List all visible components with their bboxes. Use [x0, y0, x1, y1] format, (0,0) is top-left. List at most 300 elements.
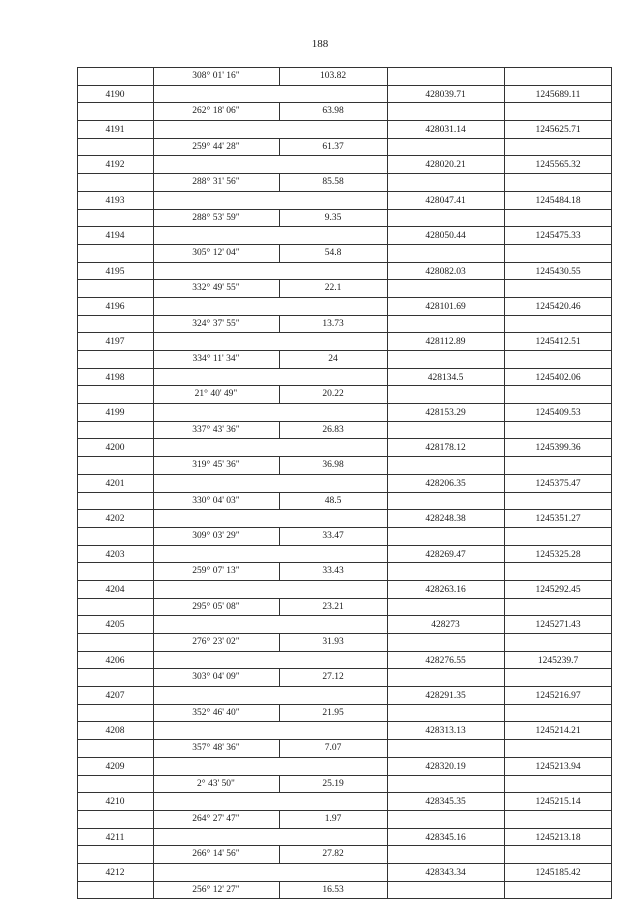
- point-row: [77, 369, 612, 387]
- segment-row: [77, 705, 612, 723]
- northing: [387, 510, 504, 527]
- point-id-text: 4211: [105, 832, 125, 843]
- northing-text: 428178.12: [425, 443, 466, 454]
- bearing-text: 319° 45' 36": [192, 460, 240, 471]
- table-left-border: [77, 68, 78, 85]
- column-divider: [387, 634, 388, 651]
- point-id-text: 4200: [105, 443, 125, 454]
- northing: [387, 404, 504, 421]
- point-id: [77, 156, 153, 173]
- easting: [504, 687, 612, 704]
- northing: [387, 758, 504, 775]
- easting: [504, 510, 612, 527]
- column-divider: [504, 103, 505, 120]
- easting: [504, 369, 612, 386]
- northing-text: 428206.35: [425, 478, 466, 489]
- table-left-border: [77, 210, 78, 227]
- distance-text: 33.43: [322, 566, 344, 577]
- segment-row: [77, 740, 612, 758]
- northing: [387, 369, 504, 386]
- table-left-border: [77, 846, 78, 863]
- bearing-text: 21° 40' 49": [194, 389, 238, 400]
- point-row: [77, 86, 612, 104]
- bearing-text: 256° 12' 27": [192, 884, 240, 895]
- point-id-text: 4204: [105, 584, 125, 595]
- northing-text: 428050.44: [425, 231, 466, 242]
- bearing: [153, 705, 279, 722]
- column-divider: [387, 245, 388, 262]
- table-left-border: [77, 882, 78, 899]
- distance: [279, 599, 387, 616]
- point-id-text: 4194: [105, 231, 125, 242]
- column-divider: [153, 439, 154, 456]
- table-left-border: [77, 386, 78, 403]
- segment-row: [77, 457, 612, 475]
- easting: [504, 652, 612, 669]
- column-divider: [504, 528, 505, 545]
- distance-text: 36.98: [322, 460, 344, 471]
- easting: [504, 156, 612, 173]
- point-row: [77, 404, 612, 422]
- easting: [504, 404, 612, 421]
- column-divider: [504, 776, 505, 793]
- column-divider: [387, 210, 388, 227]
- distance-text: 31.93: [322, 637, 344, 647]
- table-right-border: [611, 68, 612, 85]
- distance: [279, 740, 387, 757]
- column-divider: [153, 263, 154, 280]
- bearing: [153, 882, 279, 899]
- point-row: [77, 758, 612, 776]
- northing-text: 428039.71: [425, 89, 466, 100]
- easting: [504, 758, 612, 775]
- distance: [279, 386, 387, 403]
- point-id-text: 4195: [105, 266, 125, 277]
- distance: [279, 174, 387, 191]
- column-divider: [153, 581, 154, 598]
- point-id: [77, 439, 153, 456]
- northing-text: 428313.13: [425, 726, 466, 737]
- easting-text: 1245215.14: [535, 797, 581, 808]
- segment-row: [77, 280, 612, 298]
- point-id: [77, 510, 153, 527]
- bearing-text: 330° 04' 03": [192, 495, 240, 506]
- northing: [387, 616, 504, 633]
- table-right-border: [611, 599, 612, 616]
- point-id: [77, 298, 153, 315]
- point-id-text: 4212: [105, 867, 125, 878]
- bearing-text: 295° 05' 08": [192, 601, 240, 612]
- table-left-border: [77, 599, 78, 616]
- table-right-border: [611, 139, 612, 156]
- column-divider: [387, 740, 388, 757]
- segment-row: [77, 599, 612, 617]
- distance-text: 26.83: [322, 424, 344, 435]
- column-divider: [387, 599, 388, 616]
- northing: [387, 227, 504, 244]
- point-row: [77, 722, 612, 740]
- point-id: [77, 722, 153, 739]
- easting: [504, 192, 612, 209]
- easting-text: 1245430.55: [535, 266, 581, 277]
- northing: [387, 581, 504, 598]
- distance-text: 1.97: [324, 813, 342, 824]
- easting: [504, 793, 612, 810]
- easting: [504, 864, 612, 881]
- column-divider: [387, 846, 388, 863]
- bearing-text: 259° 44' 28": [192, 141, 240, 152]
- table-right-border: [611, 811, 612, 828]
- table-right-border: [611, 174, 612, 191]
- table-left-border: [77, 563, 78, 580]
- table-right-border: [611, 882, 612, 899]
- easting: [504, 439, 612, 456]
- northing: [387, 864, 504, 881]
- distance: [279, 846, 387, 863]
- segment-row: [77, 422, 612, 440]
- column-divider: [153, 546, 154, 563]
- distance-text: 7.07: [324, 743, 342, 754]
- point-id-text: 4209: [105, 761, 125, 772]
- bearing-text: 357° 48' 36": [192, 743, 240, 754]
- distance-text: 25.19: [322, 778, 344, 789]
- northing-text: 428345.35: [425, 797, 466, 808]
- easting-text: 1245409.53: [535, 408, 581, 419]
- bearing: [153, 599, 279, 616]
- table-right-border: [611, 740, 612, 757]
- bearing-text: 266° 14' 56": [192, 849, 240, 860]
- distance: [279, 493, 387, 510]
- segment-row: [77, 316, 612, 334]
- northing-text: 428101.69: [425, 301, 466, 312]
- segment-row: [77, 103, 612, 121]
- northing: [387, 793, 504, 810]
- bearing: [153, 563, 279, 580]
- point-row: [77, 581, 612, 599]
- distance-text: 85.58: [322, 177, 344, 188]
- column-divider: [153, 793, 154, 810]
- easting: [504, 263, 612, 280]
- distance: [279, 776, 387, 793]
- easting-text: 1245402.06: [535, 372, 581, 383]
- northing: [387, 546, 504, 563]
- table-left-border: [77, 776, 78, 793]
- easting-text: 1245375.47: [535, 478, 581, 489]
- table-left-border: [77, 139, 78, 156]
- bearing-text: 264° 27' 47": [192, 813, 240, 824]
- table-left-border: [77, 245, 78, 262]
- column-divider: [504, 882, 505, 899]
- bearing-text: 332° 49' 55": [192, 283, 240, 294]
- point-id: [77, 864, 153, 881]
- easting-text: 1245565.32: [535, 160, 581, 171]
- bearing-text: 276° 23' 02": [192, 637, 240, 647]
- bearing: [153, 210, 279, 227]
- easting: [504, 722, 612, 739]
- column-divider: [504, 811, 505, 828]
- segment-row: [77, 139, 612, 157]
- column-divider: [153, 687, 154, 704]
- table-right-border: [611, 528, 612, 545]
- distance-text: 103.82: [319, 71, 347, 81]
- segment-row: [77, 882, 612, 900]
- point-row: [77, 864, 612, 882]
- distance: [279, 457, 387, 474]
- northing-text: 428047.41: [425, 195, 466, 206]
- column-divider: [387, 669, 388, 686]
- distance-text: 33.47: [322, 530, 344, 541]
- column-divider: [504, 457, 505, 474]
- column-divider: [387, 493, 388, 510]
- point-id: [77, 121, 153, 138]
- distance: [279, 280, 387, 297]
- northing: [387, 121, 504, 138]
- bearing: [153, 174, 279, 191]
- distance-text: 27.82: [322, 849, 344, 860]
- table-right-border: [611, 705, 612, 722]
- table-right-border: [611, 280, 612, 297]
- point-row: [77, 439, 612, 457]
- bearing: [153, 316, 279, 333]
- column-divider: [387, 563, 388, 580]
- bearing: [153, 740, 279, 757]
- northing: [387, 829, 504, 846]
- northing: [387, 192, 504, 209]
- distance: [279, 103, 387, 120]
- bearing: [153, 139, 279, 156]
- bearing: [153, 846, 279, 863]
- point-row: [77, 510, 612, 528]
- bearing-text: 288° 53' 59": [192, 212, 240, 223]
- point-row: [77, 156, 612, 174]
- point-id: [77, 793, 153, 810]
- segment-row: [77, 245, 612, 263]
- point-id: [77, 404, 153, 421]
- distance: [279, 882, 387, 899]
- point-id-text: 4197: [105, 337, 125, 348]
- northing-text: 428345.16: [425, 832, 466, 843]
- bearing-text: 259° 07' 13": [192, 566, 240, 577]
- segment-row: [77, 563, 612, 581]
- table-left-border: [77, 174, 78, 191]
- northing: [387, 687, 504, 704]
- easting: [504, 121, 612, 138]
- northing-text: 428112.89: [425, 337, 466, 348]
- bearing-text: 309° 03' 29": [192, 530, 240, 541]
- northing: [387, 439, 504, 456]
- distance: [279, 422, 387, 439]
- column-divider: [387, 457, 388, 474]
- easting: [504, 333, 612, 350]
- bearing-text: 308° 01' 16": [192, 71, 240, 81]
- column-divider: [504, 174, 505, 191]
- column-divider: [504, 493, 505, 510]
- distance-text: 22.1: [324, 283, 342, 294]
- column-divider: [387, 386, 388, 403]
- northing-text: 428082.03: [425, 266, 466, 277]
- bearing-text: 337° 43' 36": [192, 424, 240, 435]
- column-divider: [504, 634, 505, 651]
- point-row: [77, 192, 612, 210]
- table-right-border: [611, 351, 612, 368]
- northing-text: 428153.29: [425, 408, 466, 419]
- northing-text: 428263.16: [425, 584, 466, 595]
- point-id-text: 4205: [105, 620, 125, 631]
- point-id: [77, 829, 153, 846]
- coordinate-table: [77, 67, 612, 899]
- bearing-text: 2° 43' 50": [197, 778, 235, 789]
- distance: [279, 351, 387, 368]
- segment-row: [77, 776, 612, 794]
- distance: [279, 210, 387, 227]
- distance: [279, 139, 387, 156]
- point-id-text: 4207: [105, 691, 125, 702]
- northing-text: 428276.55: [425, 655, 466, 666]
- segment-row: [77, 634, 612, 652]
- bearing-text: 262° 18' 06": [192, 106, 240, 117]
- easting: [504, 616, 612, 633]
- easting-text: 1245484.18: [535, 195, 581, 206]
- easting-text: 1245625.71: [535, 125, 581, 136]
- table-right-border: [611, 493, 612, 510]
- table-right-border: [611, 846, 612, 863]
- column-divider: [504, 705, 505, 722]
- column-divider: [504, 280, 505, 297]
- point-row: [77, 687, 612, 705]
- bearing: [153, 528, 279, 545]
- point-id-text: 4190: [105, 89, 125, 100]
- column-divider: [153, 652, 154, 669]
- column-divider: [504, 245, 505, 262]
- northing-text: 428269.47: [425, 549, 466, 560]
- distance: [279, 634, 387, 651]
- column-divider: [153, 510, 154, 527]
- segment-row: [77, 351, 612, 369]
- point-row: [77, 616, 612, 634]
- point-id: [77, 687, 153, 704]
- column-divider: [153, 864, 154, 881]
- bearing: [153, 422, 279, 439]
- bearing-text: 288° 31' 56": [192, 177, 240, 188]
- distance: [279, 68, 387, 85]
- point-id: [77, 263, 153, 280]
- column-divider: [387, 705, 388, 722]
- easting-text: 1245420.46: [535, 301, 581, 312]
- column-divider: [504, 846, 505, 863]
- distance-text: 9.35: [324, 212, 342, 223]
- northing-text: 428031.14: [425, 125, 466, 136]
- bearing: [153, 493, 279, 510]
- northing: [387, 722, 504, 739]
- column-divider: [387, 528, 388, 545]
- table-right-border: [611, 563, 612, 580]
- easting-text: 1245325.28: [535, 549, 581, 560]
- point-id-text: 4206: [105, 655, 125, 666]
- bearing: [153, 245, 279, 262]
- point-id-text: 4203: [105, 549, 125, 560]
- northing: [387, 86, 504, 103]
- table-right-border: [611, 634, 612, 651]
- point-id-text: 4193: [105, 195, 125, 206]
- easting-text: 1245213.18: [535, 832, 581, 843]
- table-left-border: [77, 280, 78, 297]
- northing-text: 428291.35: [425, 691, 466, 702]
- easting: [504, 227, 612, 244]
- easting-text: 1245399.36: [535, 443, 581, 454]
- easting-text: 1245213.94: [535, 761, 581, 772]
- bearing: [153, 634, 279, 651]
- column-divider: [387, 316, 388, 333]
- point-id: [77, 616, 153, 633]
- table-left-border: [77, 103, 78, 120]
- distance: [279, 245, 387, 262]
- column-divider: [504, 740, 505, 757]
- segment-row: [77, 67, 612, 86]
- point-id-text: 4210: [105, 797, 125, 808]
- northing: [387, 156, 504, 173]
- easting: [504, 829, 612, 846]
- table-left-border: [77, 740, 78, 757]
- bearing: [153, 669, 279, 686]
- northing-text: 428134.5: [427, 372, 464, 383]
- point-row: [77, 298, 612, 316]
- column-divider: [504, 669, 505, 686]
- table-left-border: [77, 351, 78, 368]
- distance-text: 20.22: [322, 389, 344, 400]
- column-divider: [387, 351, 388, 368]
- table-right-border: [611, 103, 612, 120]
- segment-row: [77, 669, 612, 687]
- point-id-text: 4192: [105, 160, 125, 171]
- distance: [279, 811, 387, 828]
- point-row: [77, 121, 612, 139]
- column-divider: [153, 86, 154, 103]
- segment-row: [77, 493, 612, 511]
- column-divider: [153, 829, 154, 846]
- column-divider: [387, 811, 388, 828]
- northing: [387, 333, 504, 350]
- column-divider: [153, 227, 154, 244]
- point-row: [77, 475, 612, 493]
- distance-text: 23.21: [322, 601, 344, 612]
- easting-text: 1245689.11: [535, 89, 581, 100]
- easting-text: 1245351.27: [535, 514, 581, 525]
- column-divider: [504, 563, 505, 580]
- column-divider: [504, 139, 505, 156]
- table-right-border: [611, 457, 612, 474]
- bearing-text: 324° 37' 55": [192, 318, 240, 329]
- page-number: 188: [311, 38, 329, 50]
- distance-text: 27.12: [322, 672, 344, 683]
- point-id-text: 4196: [105, 301, 125, 312]
- point-id-text: 4201: [105, 478, 125, 489]
- bearing: [153, 457, 279, 474]
- point-id: [77, 581, 153, 598]
- column-divider: [387, 68, 388, 85]
- point-row: [77, 333, 612, 351]
- point-id-text: 4199: [105, 408, 125, 419]
- northing: [387, 263, 504, 280]
- northing: [387, 475, 504, 492]
- easting: [504, 581, 612, 598]
- table-right-border: [611, 422, 612, 439]
- distance-text: 48.5: [324, 495, 342, 506]
- point-id: [77, 546, 153, 563]
- point-row: [77, 546, 612, 564]
- column-divider: [153, 758, 154, 775]
- bearing-text: 305° 12' 04": [192, 247, 240, 258]
- distance: [279, 705, 387, 722]
